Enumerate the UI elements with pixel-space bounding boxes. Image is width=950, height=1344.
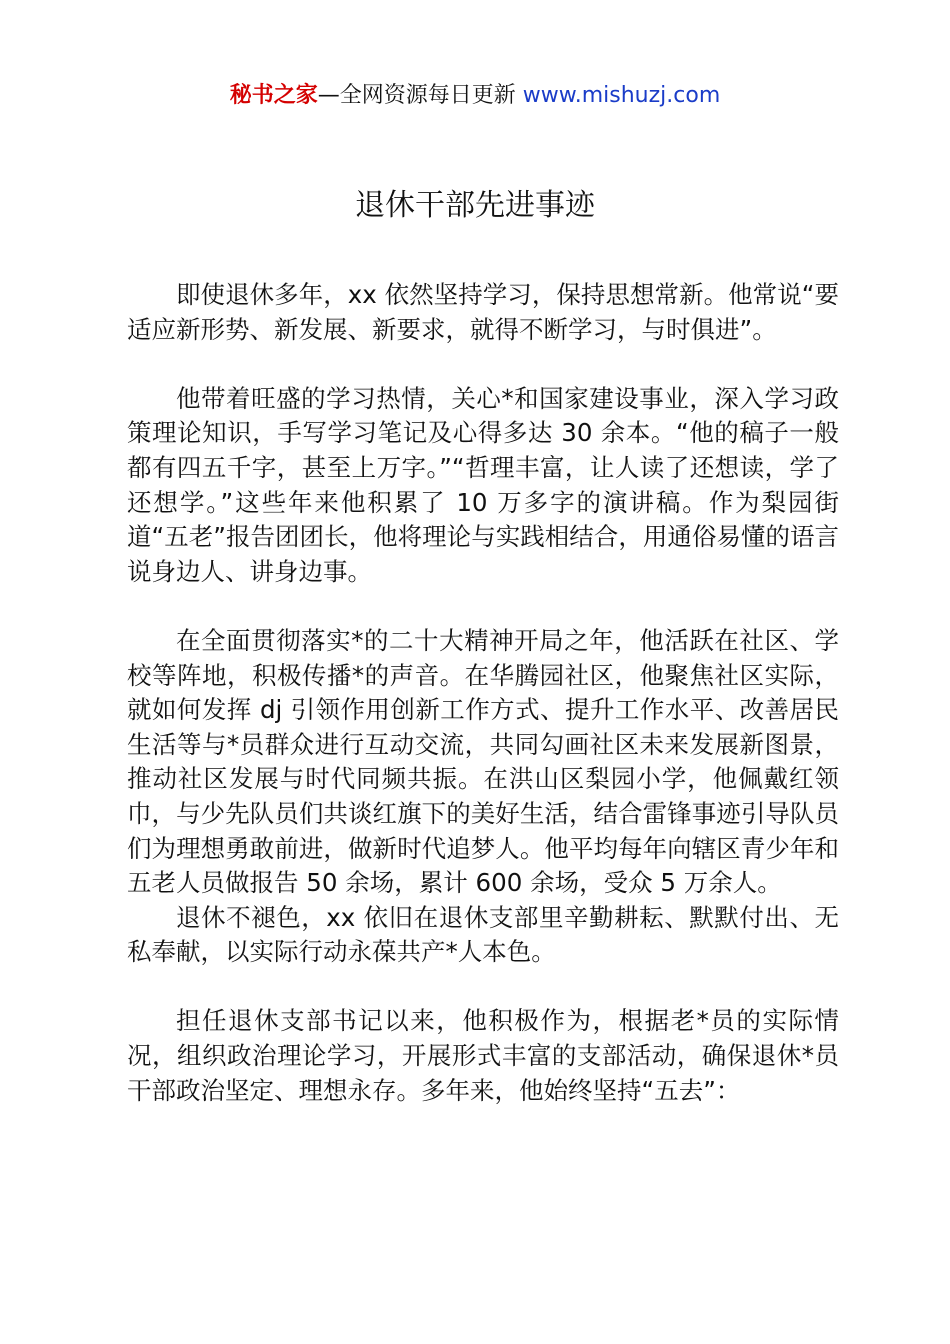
document-title: 退休干部先进事迹 <box>355 188 595 223</box>
paragraph: 在全面贯彻落实*的二十大精神开局之年，他活跃在社区、学校等阵地，积极传播*的声音。在华腾园社区，他聚焦社区实际，就如何发挥 dj 引领作用创新工作方式、提升工作水平、改善居民生活等与*员群众进行互动交流，共同勾画社区未来发展新图景，推动社区发展与时代同频共振。在洪山区梨园小学，他佩戴红领巾，与少先队员们共谈红旗下的美好生活，结合雷锋事迹引导队员们为理想勇敢前进，做新时代追梦人。他平均每年向辖区青少年和五老人员做报告 50 余场，累计 600 余场，受众 5 万余人。 <box>127 625 839 898</box>
paragraph: 即使退休多年，xx 依然坚持学习，保持思想常新。他常说“要适应新形势、新发展、新要求，就得不断学习，与时俱进”。 <box>127 280 839 344</box>
brand-name: 秘书之家 <box>229 83 318 108</box>
header-tagline: —全网资源每日更新 <box>317 83 523 108</box>
site-url-link[interactable]: www.mishuzj.com <box>522 83 721 108</box>
document-body <box>127 278 839 1108</box>
paragraph: 他带着旺盛的学习热情，关心*和国家建设事业，深入学习政策理论知识，手写学习笔记及心得多达 30 余本。“他的稿子一般都有四五千字，甚至上万字。”“哲理丰富，让人读了还想读，学了还想学。”这些年来他积累了 10 万多字的演讲稿。作为梨园街道“五老”报告团团长，他将理论与实践相结合，用通俗易懂的语言说身边人、讲身边事。 <box>127 383 839 586</box>
site-header <box>0 80 950 112</box>
paragraph: 担任退休支部书记以来，他积极作为，根据老*员的实际情况，组织政治理论学习，开展形式丰富的支部活动，确保退休*员干部政治坚定、理想永存。多年来，他始终坚持“五去”： <box>127 1006 839 1105</box>
paragraph: 退休不褪色，xx 依旧在退休支部里辛勤耕耘、默默付出、无私奉献，以实际行动永葆共产*人本色。 <box>127 902 839 967</box>
